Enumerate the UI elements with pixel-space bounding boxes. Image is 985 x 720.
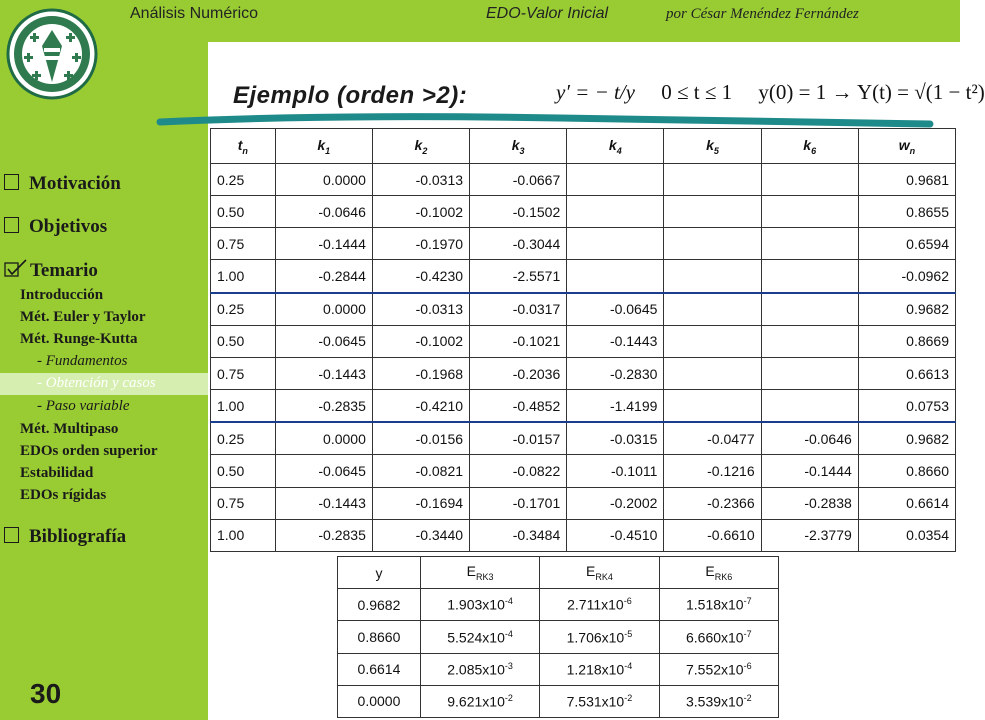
- table-row: [338, 653, 779, 685]
- table-cell: -0.1502: [470, 196, 567, 228]
- table-cell: 0.6614: [858, 487, 955, 519]
- table-row: [211, 260, 956, 293]
- table-row: [338, 685, 779, 717]
- col-header-k5: $k_5$: [664, 129, 761, 164]
- table-cell: 0.9681: [858, 164, 955, 196]
- table-cell: $1.518x10^{-7}$: [659, 589, 778, 621]
- table-cell: 0.8660: [858, 455, 955, 487]
- nav-item-multipaso[interactable]: Mét. Multipaso: [20, 421, 119, 437]
- table-cell: 0.6594: [858, 228, 955, 260]
- table-cell: -0.1011: [567, 455, 664, 487]
- table-row: [211, 196, 956, 228]
- nav-item-paso-variable[interactable]: - Paso variable: [37, 398, 130, 414]
- table-cell: -0.1444: [275, 228, 372, 260]
- table-cell: 0.0753: [858, 390, 955, 423]
- table-row: [211, 455, 956, 487]
- nav-temario[interactable]: [4, 260, 98, 282]
- table-cell: $2.085x10^{-3}$: [420, 653, 539, 685]
- nav-bibliografia[interactable]: [4, 526, 126, 548]
- table-cell: 0.8669: [858, 325, 955, 357]
- table-cell: -0.0157: [470, 422, 567, 455]
- table-cell: 0.6614: [338, 653, 421, 685]
- table-cell: -0.1444: [761, 455, 858, 487]
- col-header-k1: $k_1$: [275, 129, 372, 164]
- table-cell: 0.25: [211, 293, 276, 326]
- table-row: [211, 357, 956, 389]
- error-table-body: [338, 589, 779, 718]
- nav-item-introduccion[interactable]: Introducción: [20, 287, 104, 303]
- nav-objetivos-label: Objetivos: [29, 216, 108, 237]
- table-cell: 0.0354: [858, 519, 955, 551]
- table-cell: -0.2036: [470, 357, 567, 389]
- table-cell: -2.3779: [761, 519, 858, 551]
- table-cell: -0.0667: [470, 164, 567, 196]
- table-cell: $5.524x10^{-4}$: [420, 621, 539, 653]
- table-cell: -0.0646: [761, 422, 858, 455]
- table-cell: 1.00: [211, 390, 276, 423]
- nav-motivacion-label: Motivación: [29, 173, 121, 194]
- table-cell: $3.539x10^{-2}$: [659, 685, 778, 717]
- table-cell: -0.4210: [372, 390, 469, 423]
- error-table: [337, 556, 779, 718]
- table-cell: 0.50: [211, 325, 276, 357]
- table-cell: -0.0156: [372, 422, 469, 455]
- table-cell: $6.660x10^{-7}$: [659, 621, 778, 653]
- table-row: [211, 293, 956, 326]
- rk-results-table: [210, 128, 956, 552]
- nav-item-euler-taylor[interactable]: Mét. Euler y Taylor: [20, 309, 146, 325]
- col-header-t: $t_n$: [211, 129, 276, 164]
- header-author: por César Menéndez Fernández: [666, 6, 859, 22]
- nav-motivacion[interactable]: [4, 173, 121, 195]
- table-cell: 0.9682: [858, 293, 955, 326]
- table-cell: -0.1216: [664, 455, 761, 487]
- table-cell: [567, 228, 664, 260]
- col-header-y: y: [338, 557, 421, 589]
- table-cell: -0.0313: [372, 164, 469, 196]
- table-cell: -0.1002: [372, 325, 469, 357]
- nav-item-edos-orden-superior[interactable]: EDOs orden superior: [20, 443, 158, 459]
- table-cell: -0.0645: [275, 325, 372, 357]
- table-cell: [664, 390, 761, 423]
- table-cell: -0.1443: [275, 487, 372, 519]
- table-cell: [567, 196, 664, 228]
- checkbox-icon: [4, 527, 19, 543]
- table-cell: 0.75: [211, 228, 276, 260]
- table-cell: [664, 293, 761, 326]
- col-header-erk3: $E_{RK3}$: [420, 557, 539, 589]
- table-body: [211, 164, 956, 552]
- table-cell: -0.3484: [470, 519, 567, 551]
- table-cell: [761, 293, 858, 326]
- table-cell: 0.8655: [858, 196, 955, 228]
- table-cell: -0.1694: [372, 487, 469, 519]
- table-cell: [664, 325, 761, 357]
- ode-domain: 0 ≤ t ≤ 1: [661, 80, 733, 104]
- table-cell: [664, 260, 761, 293]
- table-row: [211, 519, 956, 551]
- table-cell: -0.0646: [275, 196, 372, 228]
- table-cell: -0.0645: [567, 293, 664, 326]
- table-cell: 0.50: [211, 455, 276, 487]
- checkbox-icon: [4, 217, 19, 233]
- table-cell: -0.2002: [567, 487, 664, 519]
- table-cell: [664, 196, 761, 228]
- table-cell: -0.0315: [567, 422, 664, 455]
- table-row: [338, 589, 779, 621]
- table-cell: $7.552x10^{-6}$: [659, 653, 778, 685]
- nav-item-obtencion-casos[interactable]: - Obtención y casos: [37, 375, 156, 391]
- table-cell: [761, 390, 858, 423]
- checked-box-icon: [4, 260, 30, 278]
- table-row: [211, 164, 956, 196]
- col-header-erk4: $E_{RK4}$: [540, 557, 659, 589]
- table-cell: [664, 357, 761, 389]
- table-cell: [567, 260, 664, 293]
- table-cell: [761, 164, 858, 196]
- table-cell: 0.75: [211, 357, 276, 389]
- col-header-k4: $k_4$: [567, 129, 664, 164]
- table-cell: -0.1443: [567, 325, 664, 357]
- table-cell: -0.1701: [470, 487, 567, 519]
- table-cell: 0.0000: [338, 685, 421, 717]
- university-logo: [4, 2, 100, 106]
- table-cell: $1.706x10^{-5}$: [540, 621, 659, 653]
- table-cell: -0.2838: [761, 487, 858, 519]
- error-header-row: [338, 557, 779, 589]
- ode-initial-condition: y(0) = 1 → Y(t) = √(1 − t²): [758, 80, 985, 104]
- table-row: [211, 487, 956, 519]
- table-cell: 0.25: [211, 164, 276, 196]
- table-cell: $1.903x10^{-4}$: [420, 589, 539, 621]
- ode-equation: y′ = − t/y: [556, 80, 635, 104]
- header-topic: EDO-Valor Inicial: [486, 5, 609, 22]
- header-course: Análisis Numérico: [130, 5, 259, 22]
- table-cell: 0.6613: [858, 357, 955, 389]
- checkbox-icon: [4, 174, 19, 190]
- page-number: 30: [30, 678, 62, 709]
- table-cell: -0.4510: [567, 519, 664, 551]
- table-cell: -0.0313: [372, 293, 469, 326]
- nav-temario-label: Temario: [30, 260, 98, 281]
- slide-title: Ejemplo (orden >2):: [233, 82, 468, 109]
- table-cell: 0.9682: [338, 589, 421, 621]
- nav-objetivos[interactable]: [4, 216, 107, 238]
- table-row: [211, 228, 956, 260]
- table-cell: [664, 164, 761, 196]
- table-cell: -0.1443: [275, 357, 372, 389]
- nav-item-estabilidad[interactable]: Estabilidad: [20, 465, 94, 481]
- table-cell: -0.0962: [858, 260, 955, 293]
- table-cell: -1.4199: [567, 390, 664, 423]
- table-row: [211, 422, 956, 455]
- table-cell: $7.531x10^{-2}$: [540, 685, 659, 717]
- table-cell: 0.25: [211, 422, 276, 455]
- table-cell: [761, 260, 858, 293]
- table-cell: -0.0822: [470, 455, 567, 487]
- table-cell: 0.9682: [858, 422, 955, 455]
- table-cell: -0.2366: [664, 487, 761, 519]
- table-cell: -0.0821: [372, 455, 469, 487]
- col-header-k6: $k_6$: [761, 129, 858, 164]
- ode-formula: [556, 80, 985, 105]
- table-cell: -0.1968: [372, 357, 469, 389]
- table-cell: [664, 228, 761, 260]
- table-cell: -0.4852: [470, 390, 567, 423]
- table-cell: -0.1002: [372, 196, 469, 228]
- table-cell: 0.0000: [275, 164, 372, 196]
- nav-item-fundamentos[interactable]: - Fundamentos: [37, 353, 128, 369]
- col-header-erk6: $E_{RK6}$: [659, 557, 778, 589]
- table-cell: [761, 325, 858, 357]
- table-cell: [761, 357, 858, 389]
- table-row: [211, 390, 956, 423]
- table-cell: -0.2830: [567, 357, 664, 389]
- table-cell: $9.621x10^{-2}$: [420, 685, 539, 717]
- table-cell: -0.2844: [275, 260, 372, 293]
- table-header-row: [211, 129, 956, 164]
- table-cell: 0.8660: [338, 621, 421, 653]
- table-cell: -0.0477: [664, 422, 761, 455]
- table-cell: -2.5571: [470, 260, 567, 293]
- table-cell: $2.711x10^{-6}$: [540, 589, 659, 621]
- table-cell: 0.75: [211, 487, 276, 519]
- table-cell: -0.0317: [470, 293, 567, 326]
- table-cell: -0.3044: [470, 228, 567, 260]
- table-cell: 0.0000: [275, 293, 372, 326]
- nav-item-runge-kutta[interactable]: Mét. Runge-Kutta: [20, 331, 138, 347]
- table-cell: -0.6610: [664, 519, 761, 551]
- col-header-w: $w_n$: [858, 129, 955, 164]
- table-cell: 0.50: [211, 196, 276, 228]
- table-cell: -0.2835: [275, 390, 372, 423]
- table-cell: [567, 164, 664, 196]
- table-cell: 1.00: [211, 519, 276, 551]
- table-cell: $1.218x10^{-4}$: [540, 653, 659, 685]
- table-cell: -0.2835: [275, 519, 372, 551]
- nav-bibliografia-label: Bibliografía: [29, 526, 127, 547]
- table-cell: -0.0645: [275, 455, 372, 487]
- table-cell: -0.1970: [372, 228, 469, 260]
- table-cell: -0.1021: [470, 325, 567, 357]
- table-cell: -0.3440: [372, 519, 469, 551]
- col-header-k3: $k_3$: [470, 129, 567, 164]
- nav-item-edos-rigidas[interactable]: EDOs rígidas: [20, 487, 107, 503]
- table-cell: [761, 228, 858, 260]
- table-cell: [761, 196, 858, 228]
- table-row: [338, 621, 779, 653]
- table-cell: 0.0000: [275, 422, 372, 455]
- table-row: [211, 325, 956, 357]
- col-header-k2: $k_2$: [372, 129, 469, 164]
- table-cell: 1.00: [211, 260, 276, 293]
- table-cell: -0.4230: [372, 260, 469, 293]
